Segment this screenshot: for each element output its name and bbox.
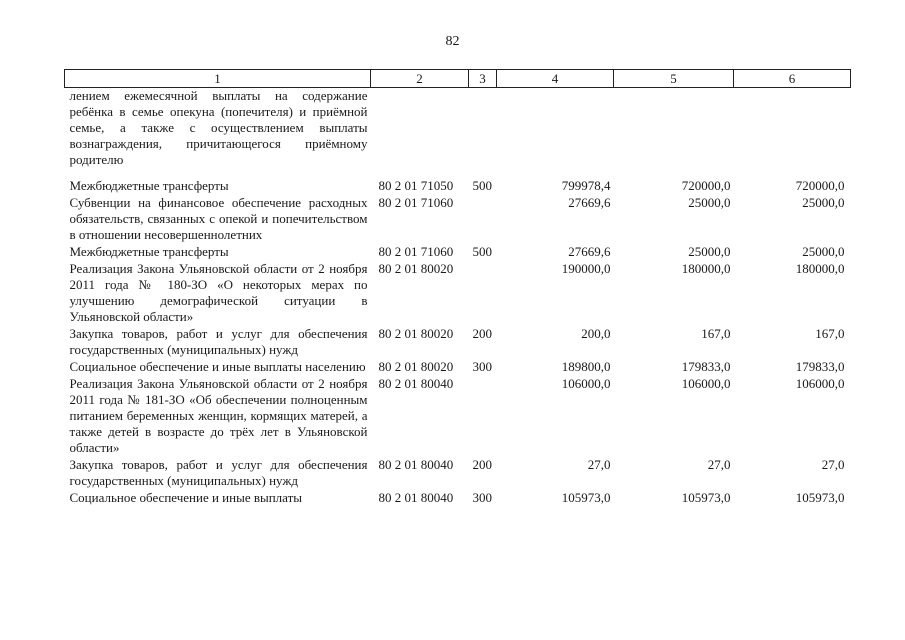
row-value-col5: 105973,0 (681, 490, 731, 505)
column-header-4: 4 (497, 70, 614, 88)
table-row (65, 178, 851, 195)
row-target-code: 80 2 01 80020 (378, 326, 454, 341)
row-value-col6: 179833,0 (795, 359, 845, 374)
budget-table (64, 69, 851, 507)
row-value-col6: 106000,0 (795, 376, 845, 391)
row-expense-type (469, 88, 497, 170)
row-value-col4: 27,0 (587, 457, 611, 472)
row-target-code: 80 2 01 80040 (378, 457, 454, 472)
column-header-5: 5 (614, 70, 734, 88)
table-row (65, 195, 851, 244)
row-name: Закупка товаров, работ и услуг для обеспечения государственных (муниципальных) нужд (69, 326, 368, 357)
row-value-col5: 106000,0 (681, 376, 731, 391)
table-row (65, 326, 851, 359)
row-name: Межбюджетные трансферты (69, 244, 229, 259)
row-value-col4: 799978,4 (561, 178, 611, 193)
row-name: Межбюджетные трансферты (69, 178, 229, 193)
row-expense-type (469, 261, 497, 326)
row-target-code: 80 2 01 80040 (378, 376, 454, 391)
row-expense-type: 300 (472, 490, 492, 505)
row-target-code (371, 88, 469, 170)
table-header-row (65, 70, 851, 88)
page-number: 82 (445, 34, 460, 49)
row-value-col5: 167,0 (701, 326, 731, 341)
row-value-col5: 179833,0 (681, 359, 731, 374)
row-name: лением ежемесячной выплаты на содержание ребёнка в семье опекуна (попечителя) и приёмной семье, а также с осуществлением выплаты вознаграждения, причитающегося приёмному родителю (69, 88, 368, 167)
row-value-col4: 106000,0 (561, 376, 611, 391)
table-row (65, 376, 851, 457)
row-value-col4 (497, 88, 614, 170)
row-value-col5: 720000,0 (681, 178, 731, 193)
column-header-3: 3 (469, 70, 497, 88)
row-name: Социальное обеспечение и иные выплаты (69, 490, 303, 505)
row-value-col6: 105973,0 (795, 490, 845, 505)
row-name: Закупка товаров, работ и услуг для обеспечения государственных (муниципальных) нужд (69, 457, 368, 488)
row-value-col5: 180000,0 (681, 261, 731, 276)
row-value-col5: 27,0 (707, 457, 731, 472)
table-row (65, 490, 851, 507)
column-header-6: 6 (734, 70, 851, 88)
row-target-code: 80 2 01 80020 (378, 261, 454, 276)
row-expense-type: 200 (472, 457, 492, 472)
row-value-col6: 25000,0 (802, 244, 845, 259)
row-value-col4: 189800,0 (561, 359, 611, 374)
row-name: Реализация Закона Ульяновской области от 2 ноября 2011 года № 181-ЗО «Об обеспечении полноценным питанием беременных женщин, кормящих матерей, а также детей в возрасте до трёх лет в Ульяновской области» (69, 376, 368, 455)
row-expense-type: 200 (472, 326, 492, 341)
table-row (65, 261, 851, 326)
row-value-col6: 720000,0 (795, 178, 845, 193)
row-value-col6: 27,0 (821, 457, 845, 472)
row-value-col4: 27669,6 (568, 195, 611, 210)
row-target-code: 80 2 01 71050 (378, 178, 454, 193)
row-name: Социальное обеспечение и иные выплаты населению (69, 359, 366, 374)
row-value-col5: 25000,0 (688, 244, 731, 259)
row-target-code: 80 2 01 80040 (378, 490, 454, 505)
row-value-col6: 167,0 (815, 326, 845, 341)
column-header-2: 2 (371, 70, 469, 88)
row-expense-type (469, 195, 497, 244)
row-value-col4: 190000,0 (561, 261, 611, 276)
table-row (65, 359, 851, 376)
row-value-col4: 27669,6 (568, 244, 611, 259)
row-value-col4: 200,0 (581, 326, 611, 341)
table-row (65, 88, 851, 170)
row-name: Субвенции на финансовое обеспечение расходных обязательств, связанных с опекой и попечительством в отношении несовершеннолетних (69, 195, 368, 242)
row-expense-type: 500 (472, 244, 492, 259)
row-expense-type: 300 (472, 359, 492, 374)
row-expense-type (469, 376, 497, 457)
row-value-col5: 25000,0 (688, 195, 731, 210)
row-name: Реализация Закона Ульяновской области от 2 ноября 2011 года № 180-ЗО «О некоторых мерах по улучшению демографической ситуации в Ульяновской области» (69, 261, 368, 324)
row-expense-type: 500 (472, 178, 492, 193)
row-target-code: 80 2 01 80020 (378, 359, 454, 374)
row-gap (65, 169, 851, 178)
row-value-col6: 180000,0 (795, 261, 845, 276)
row-value-col4: 105973,0 (561, 490, 611, 505)
column-header-1: 1 (65, 70, 371, 88)
row-target-code: 80 2 01 71060 (378, 244, 454, 259)
row-value-col6 (734, 88, 851, 170)
row-target-code: 80 2 01 71060 (378, 195, 454, 210)
row-value-col5 (614, 88, 734, 170)
row-value-col6: 25000,0 (802, 195, 845, 210)
table-row (65, 457, 851, 490)
table-row (65, 244, 851, 261)
